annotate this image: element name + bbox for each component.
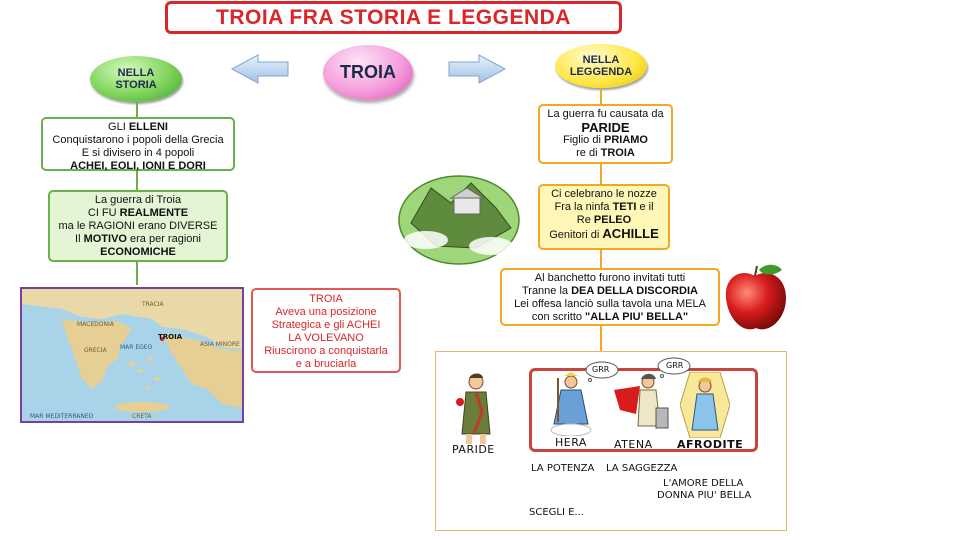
leggenda-box3-line2 [506,285,714,298]
greece-map [20,287,244,423]
storia-box2-l4-bold: MOTIVO [83,233,127,245]
leggenda-box3-line3: Lei offesa lanciò sulla tavola una MELA [514,298,706,310]
paride-figure [452,372,500,444]
page-title: TROIA FRA STORIA E LEGGENDA [165,1,622,34]
map-label-grecia: GRECIA [84,347,107,354]
leggenda-box2-l2-pre: Fra la ninfa [554,201,613,213]
arrow-left-icon [232,55,288,83]
map-label-mediterraneo: MAR MEDITERRANEO [30,413,94,420]
leggenda-box1-line1: La guerra fu causata da [547,108,664,120]
leggenda-box3-l4-pre: con scritto [531,311,586,323]
storia-box2-l2-pre: CI FU [87,207,120,219]
storia-posizione-box [251,288,401,373]
storia-box1-line1 [47,121,229,134]
arrow-right-icon [449,55,505,83]
troia-center-node: TROIA [323,45,413,100]
amore-caption-line1: L'AMORE DELLA [663,478,744,489]
leggenda-box3-line1: Al banchetto furono invitati tutti [534,272,686,284]
grr-bubble-2-text: GRR [666,361,684,370]
map-label-macedonia: MACEDONIA [77,321,114,328]
storia-box1-line3: E si divisero in 4 popoli [81,147,195,159]
storia-box2-l2-bold: REALMENTE [119,207,189,219]
storia-box3-line6: e a bruciarla [295,358,357,370]
storia-box2-line1: La guerra di Troia [94,194,182,206]
paride-label: PARIDE [452,443,495,456]
map-label-mar-egeo: MAR EGEO [120,344,153,351]
leggenda-box3-l2-bold: DEA DELLA DISCORDIA [571,285,699,297]
map-label-tracia: TRACIA [142,301,164,308]
storia-box2-l4-pre: Il [75,233,84,245]
nella-storia-line2: STORIA [115,79,157,91]
leggenda-box2-line2 [544,201,664,214]
apple-icon [722,262,790,334]
afrodite-label: AFRODITE [677,438,744,451]
leggenda-nozze-box [538,184,670,250]
storia-box3-line5: Riuscirono a conquistarla [264,345,388,357]
leggenda-box1-l4-bold: TROIA [600,147,635,159]
storia-box2-l4-post: era per ragioni [126,233,201,245]
saggezza-caption: LA SAGGEZZA [606,463,678,474]
hera-label: HERA [555,436,587,449]
map-drawing [22,289,244,423]
storia-guerra-box [48,190,228,262]
afrodite-figure [680,372,730,438]
nella-leggenda-line1: NELLA [582,54,620,66]
leggenda-paride-box [538,104,673,164]
leggenda-box3-l2-pre: Tranne la [521,285,572,297]
leggenda-box2-l2-post: e il [636,201,654,213]
map-label-creta: CRETA [132,413,152,420]
storia-elleni-box [41,117,235,171]
leggenda-box2-l3-pre: Re [576,214,594,226]
leggenda-banchetto-box [500,268,720,326]
leggenda-box1-l4-pre: re di [576,147,601,159]
leggenda-box2-l4-bold: ACHILLE [602,226,659,241]
storia-box2-line5: ECONOMICHE [100,246,176,258]
scegli-caption: SCEGLI E... [529,507,584,518]
storia-box3-line2: Aveva una posizione [275,306,377,318]
leggenda-box1-line4 [544,147,667,160]
storia-box1-l1-bold: ELLENI [128,121,168,133]
leggenda-box1-l3-pre: Figlio di [563,134,604,146]
leggenda-box3-l4-bold: "ALLA PIU' BELLA" [585,311,689,323]
map-label-troia: TROIA [158,333,183,341]
storia-box2-line4 [54,233,222,246]
leggenda-box1-line2: PARIDE [581,120,630,135]
leggenda-box1-l3-bold: PRIAMO [603,134,648,146]
atena-label: ATENA [614,438,653,451]
storia-box1-line4: ACHEI, EOLI, IONI E DORI [70,160,206,172]
map-label-asia-minore: ASIA MINORE [200,341,240,348]
leggenda-box2-line4 [544,227,664,242]
storia-box3-line4: LA VOLEVANO [288,332,364,344]
storia-box2-line2 [54,207,222,220]
leggenda-box1-line3 [544,134,667,147]
leggenda-box2-line1: Ci celebrano le nozze [551,188,657,200]
nella-storia-line1: NELLA [117,67,155,79]
storia-box2-line3: ma le RAGIONI erano DIVERSE [58,220,218,232]
potenza-caption: LA POTENZA [531,463,595,474]
nella-leggenda-line2: LEGGENDA [569,66,633,78]
olympus-illustration [396,168,522,266]
leggenda-box2-l2-bold: TETI [612,201,637,213]
storia-box3-line1: TROIA [309,293,343,305]
amore-caption-line2: DONNA PIU' BELLA [657,490,752,501]
leggenda-box3-line4 [506,311,714,324]
storia-box3-line3: Strategica e gli ACHEI [271,319,381,331]
storia-box1-line2: Conquistarono i popoli della Grecia [52,134,224,146]
leggenda-box2-l3-bold: PELEO [593,214,632,226]
storia-box1-l1-pre: GLI [108,121,129,133]
leggenda-box2-l4-pre: Genitori di [549,229,603,241]
grr-bubble-1-text: GRR [592,365,610,374]
